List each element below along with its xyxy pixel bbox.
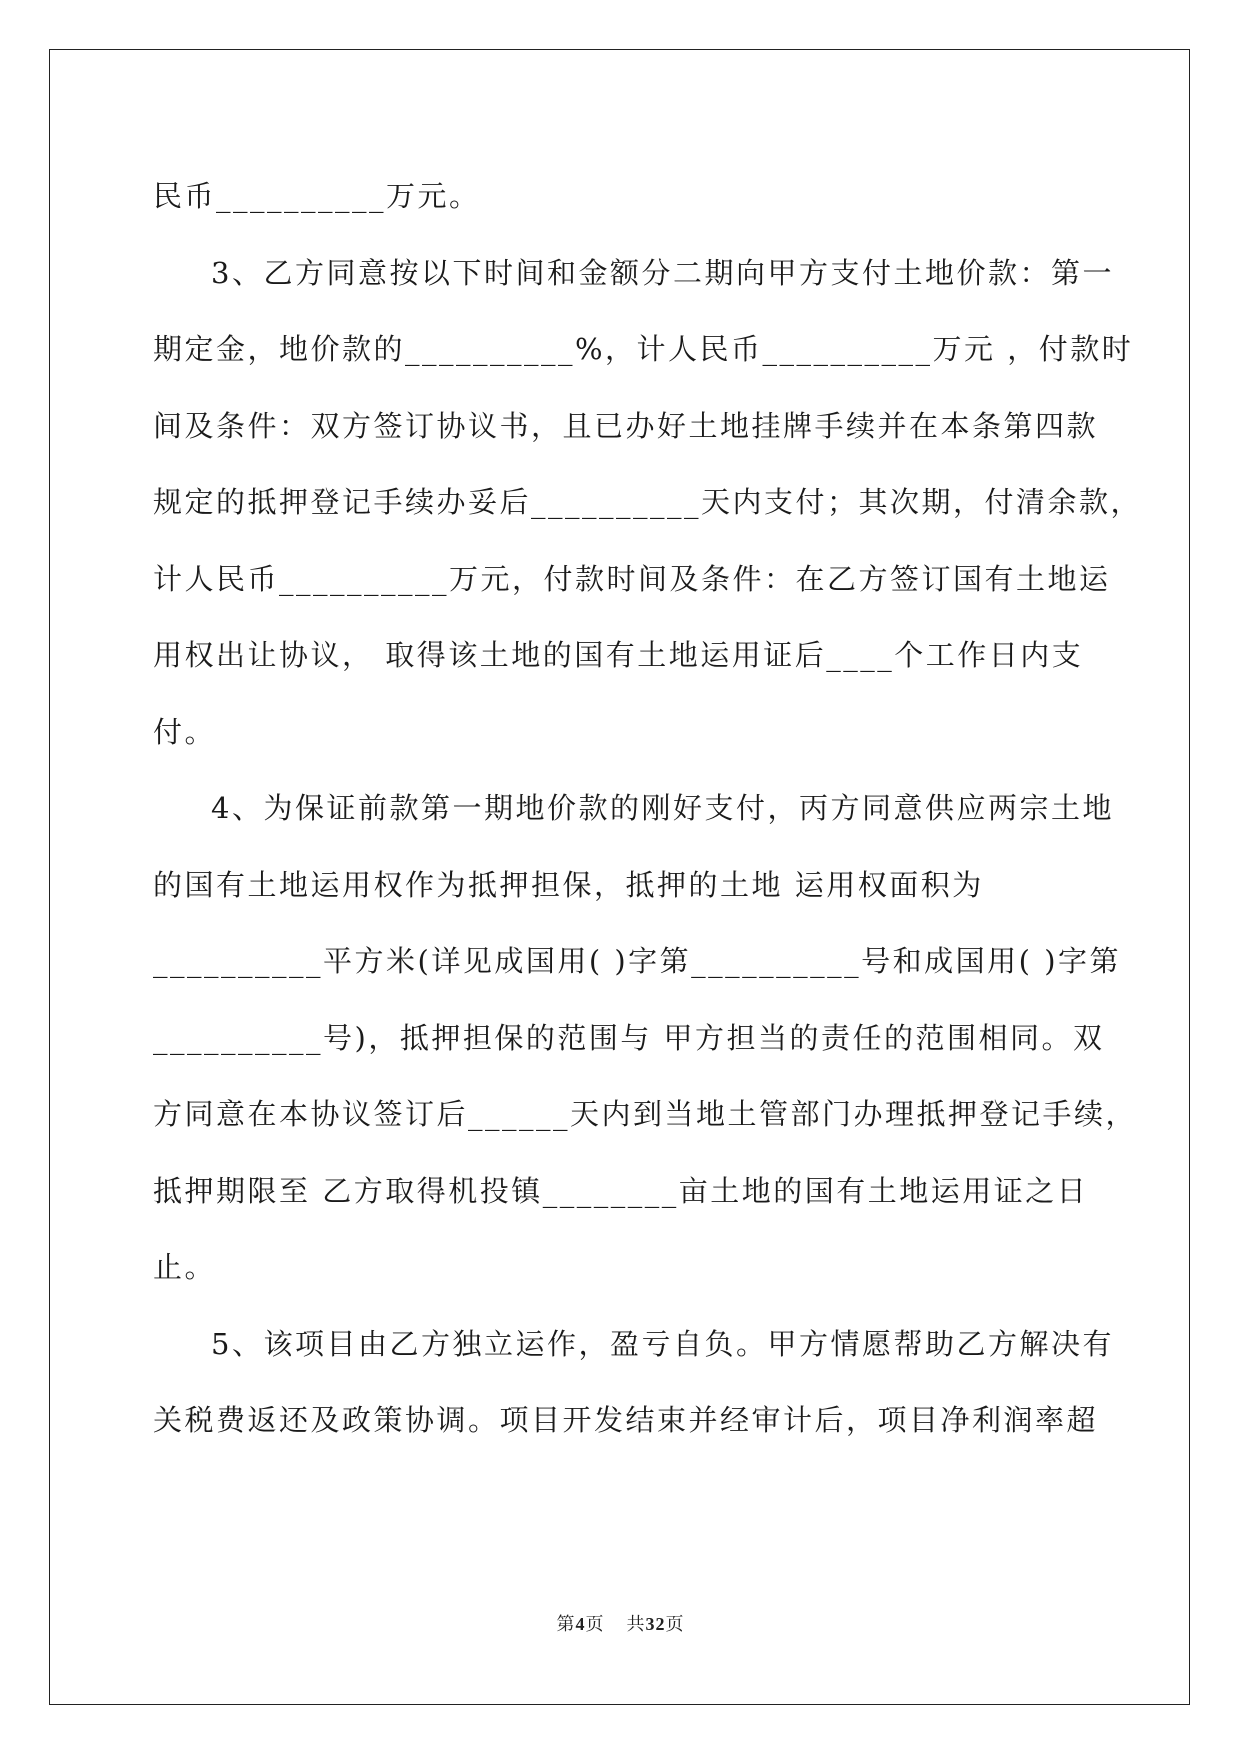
- text-line: 间及条件：双方签订协议书，且已办好土地挂牌手续并在本条第四款: [153, 408, 1099, 443]
- text-line: 的国有土地运用权作为抵押担保，抵押的土地 运用权面积为: [153, 867, 984, 902]
- page-number: 4: [575, 1614, 586, 1634]
- total-suffix: 页: [665, 1614, 685, 1634]
- text-line: 民币__________万元。: [153, 179, 481, 213]
- page-prefix: 第: [556, 1614, 576, 1634]
- text-line: 用权出让协议， 取得该土地的国有土地运用证后____个工作日内支: [153, 638, 1084, 672]
- text-line: 抵押期限至 乙方取得机投镇________亩土地的国有土地运用证之日: [153, 1173, 1089, 1208]
- page-footer: [0, 1610, 1241, 1636]
- total-prefix: 共: [626, 1614, 646, 1634]
- text-line: 关税费返还及政策协调。项目开发结束并经审计后，项目净利润率超: [153, 1403, 1099, 1437]
- text-line: 方同意在本协议签订后______天内到当地土管部门办理抵押登记手续，: [153, 1097, 1138, 1131]
- text-line: 付。: [153, 714, 217, 749]
- text-line: 3、乙方同意按以下时间和金额分二期向甲方支付土地价款：第一: [211, 255, 1114, 290]
- total-pages: 32: [645, 1614, 666, 1634]
- text-line: __________平方米(详见成国用( )字第__________号和成国用( )字第: [153, 944, 1122, 978]
- text-line: __________号)，抵押担保的范围与 甲方担当的责任的范围相同。双: [153, 1020, 1105, 1055]
- text-line: 期定金，地价款的__________%，计人民币__________万元 ，付款时: [153, 332, 1134, 366]
- text-line: 止。: [153, 1250, 217, 1284]
- text-line: 4、为保证前款第一期地价款的刚好支付，丙方同意供应两宗土地: [211, 791, 1114, 825]
- document-body: [153, 158, 1143, 1459]
- page-suffix: 页: [585, 1614, 605, 1634]
- text-line: 计人民币__________万元，付款时间及条件：在乙方签订国有土地运: [153, 561, 1111, 596]
- text-line: 5、该项目由乙方独立运作，盈亏自负。甲方情愿帮助乙方解决有: [211, 1326, 1114, 1361]
- text-line: 规定的抵押登记手续办妥后__________天内支付；其次期，付清余款，: [153, 485, 1143, 519]
